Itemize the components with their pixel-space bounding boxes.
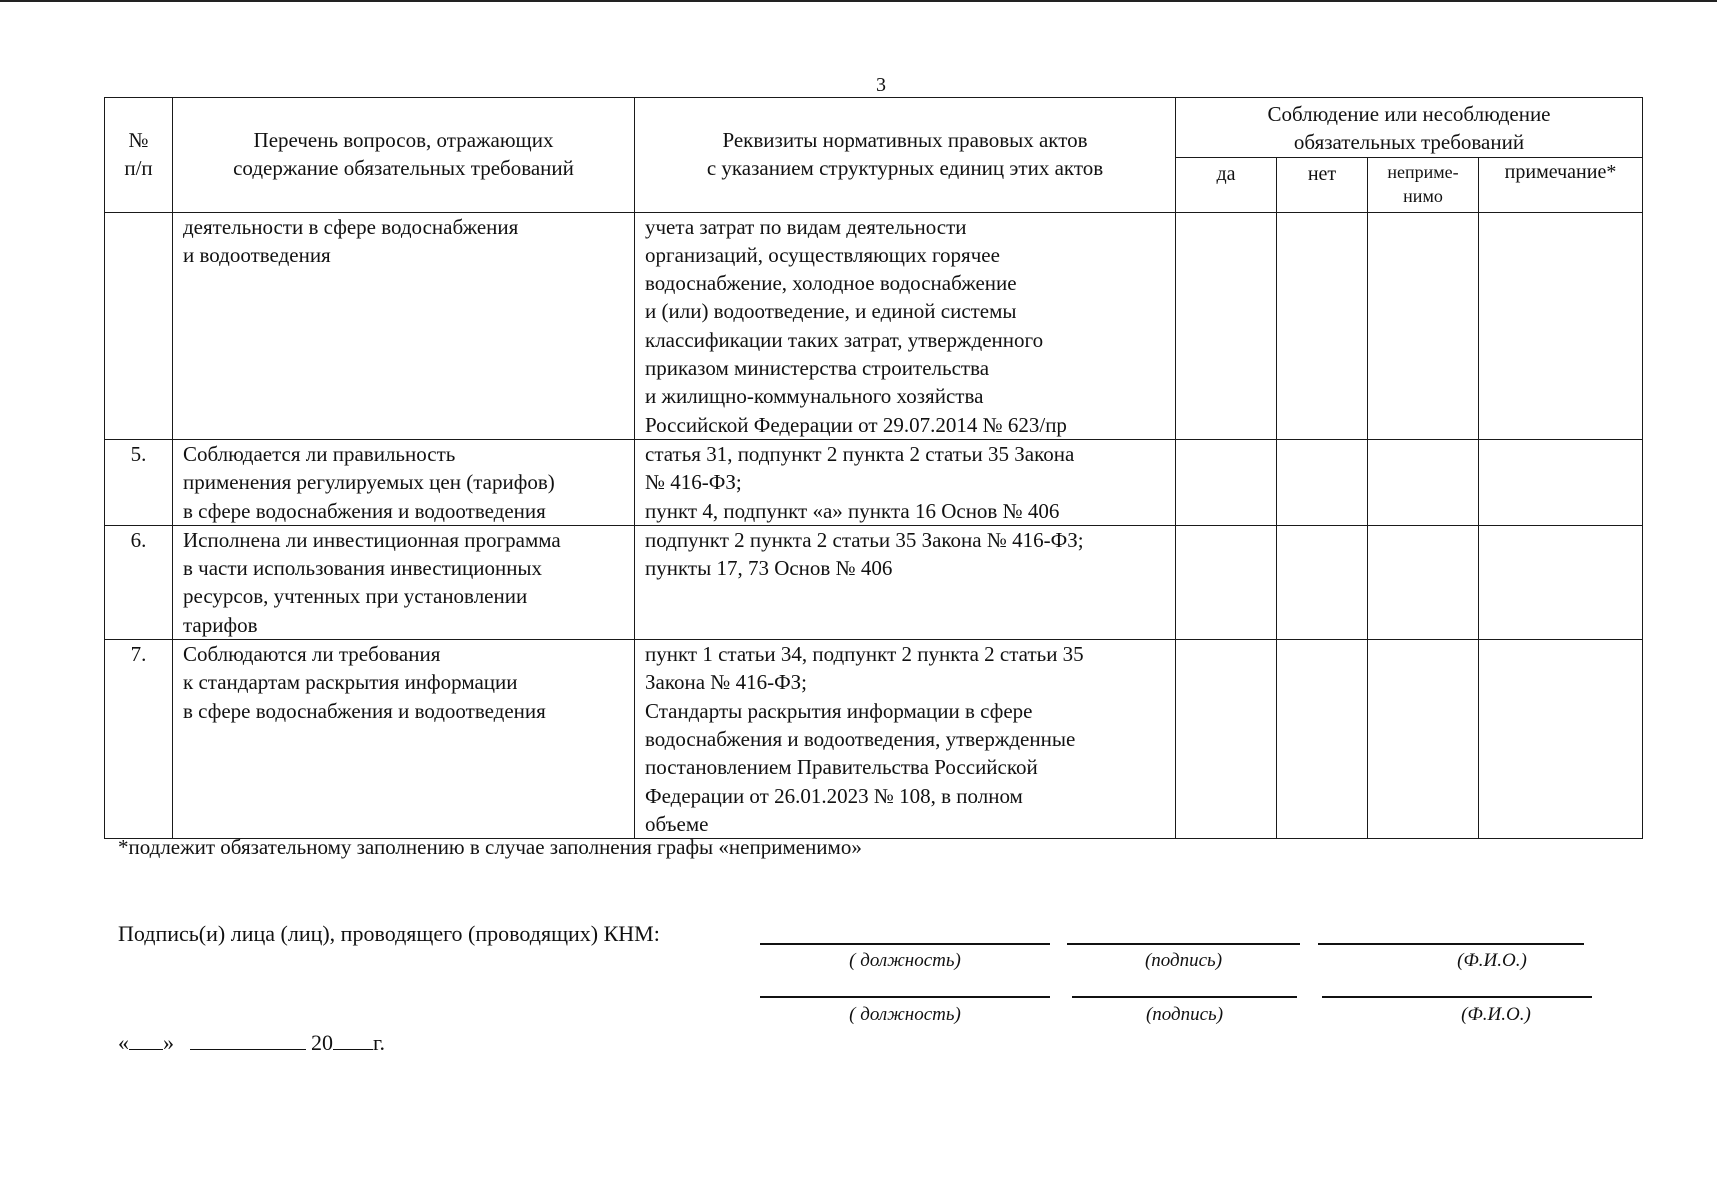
top-border-line [0, 0, 1717, 2]
row-question: деятельности в сфере водоснабжения и водоотведения [173, 212, 635, 439]
row-na-cell[interactable] [1368, 525, 1479, 639]
header-not-applicable: неприме- нимо [1368, 157, 1479, 212]
row-no-cell[interactable] [1277, 640, 1368, 839]
date-year-prefix: 20 [311, 1030, 333, 1055]
date-year-blank[interactable] [333, 1029, 373, 1050]
signature-caption-1: (подпись) [1144, 950, 1223, 971]
header-number: № п/п [105, 98, 173, 213]
date-line [118, 1029, 385, 1056]
row-no-cell[interactable] [1277, 212, 1368, 439]
row-question: Исполнена ли инвестиционная программа в части использования инвестиционных ресурсов, учтенных при установлении тарифов [173, 525, 635, 639]
position-line-1[interactable] [760, 943, 1050, 945]
row-yes-cell[interactable] [1176, 212, 1277, 439]
row-number [105, 212, 173, 439]
row-no-cell[interactable] [1277, 439, 1368, 525]
row-note-cell[interactable] [1479, 439, 1643, 525]
signature-caption-2: (подпись) [1145, 1004, 1224, 1025]
table-row [105, 525, 1643, 639]
header-no: нет [1277, 157, 1368, 212]
signature-label: Подпись(и) лица (лиц), проводящего (проводящих) КНМ: [118, 921, 660, 946]
name-caption-1: (Ф.И.О.) [1457, 950, 1527, 971]
date-day-blank[interactable] [129, 1029, 163, 1050]
date-month-blank[interactable] [190, 1029, 306, 1050]
row-requisites: статья 31, подпункт 2 пункта 2 статьи 35 Закона № 416-ФЗ; пункт 4, подпункт «а» пункта 16 Основ № 406 [635, 439, 1176, 525]
row-note-cell[interactable] [1479, 525, 1643, 639]
date-year-suffix: г. [373, 1030, 386, 1055]
header-note: примечание* [1479, 157, 1643, 212]
footnote: *подлежит обязательному заполнению в случае заполнения графы «неприменимо» [118, 835, 862, 859]
row-number: 5. [105, 439, 173, 525]
header-questions: Перечень вопросов, отражающих содержание обязательных требований [173, 98, 635, 213]
row-requisites: учета затрат по видам деятельности организаций, осуществляющих горячее водоснабжение, холодное водоснабжение и (или) водоотведение, и единой системы классификации таких затрат, утвержденного приказом министерства строительства и жилищно-коммунального хозяйства Российской Федерации от 29.07.2014 № 623/пр [635, 212, 1176, 439]
row-yes-cell[interactable] [1176, 439, 1277, 525]
row-number: 6. [105, 525, 173, 639]
row-na-cell[interactable] [1368, 212, 1479, 439]
row-yes-cell[interactable] [1176, 525, 1277, 639]
row-yes-cell[interactable] [1176, 640, 1277, 839]
row-na-cell[interactable] [1368, 640, 1479, 839]
signature-line-2[interactable] [1072, 996, 1297, 998]
row-no-cell[interactable] [1277, 525, 1368, 639]
position-caption-1: ( должность) [849, 950, 961, 971]
table-row [105, 212, 1643, 439]
name-line-1[interactable] [1318, 943, 1584, 945]
signature-line-1[interactable] [1067, 943, 1300, 945]
row-question: Соблюдается ли правильность применения регулируемых цен (тарифов) в сфере водоснабжения и водоотведения [173, 439, 635, 525]
table-row [105, 439, 1643, 525]
row-requisites: подпункт 2 пункта 2 статьи 35 Закона № 416-ФЗ; пункты 17, 73 Основ № 406 [635, 525, 1176, 639]
header-compliance: Соблюдение или несоблюдение обязательных требований [1176, 98, 1643, 158]
table-row [105, 640, 1643, 839]
header-yes: да [1176, 157, 1277, 212]
row-number: 7. [105, 640, 173, 839]
row-question: Соблюдаются ли требования к стандартам раскрытия информации в сфере водоснабжения и водоотведения [173, 640, 635, 839]
position-line-2[interactable] [760, 996, 1050, 998]
date-open-quote: « [118, 1030, 129, 1055]
checklist-table [104, 97, 1643, 839]
header-requisites: Реквизиты нормативных правовых актов с указанием структурных единиц этих актов [635, 98, 1176, 213]
name-caption-2: (Ф.И.О.) [1461, 1004, 1531, 1025]
date-close-quote: » [163, 1030, 174, 1055]
row-note-cell[interactable] [1479, 640, 1643, 839]
row-note-cell[interactable] [1479, 212, 1643, 439]
row-requisites: пункт 1 статьи 34, подпункт 2 пункта 2 статьи 35 Закона № 416-ФЗ; Стандарты раскрытия информации в сфере водоснабжения и водоотведения, утвержденные постановлением Правительства Российской Федерации от 26.01.2023 № 108, в полном объеме [635, 640, 1176, 839]
page-number: 3 [876, 74, 886, 96]
position-caption-2: ( должность) [849, 1004, 961, 1025]
row-na-cell[interactable] [1368, 439, 1479, 525]
name-line-2[interactable] [1322, 996, 1592, 998]
